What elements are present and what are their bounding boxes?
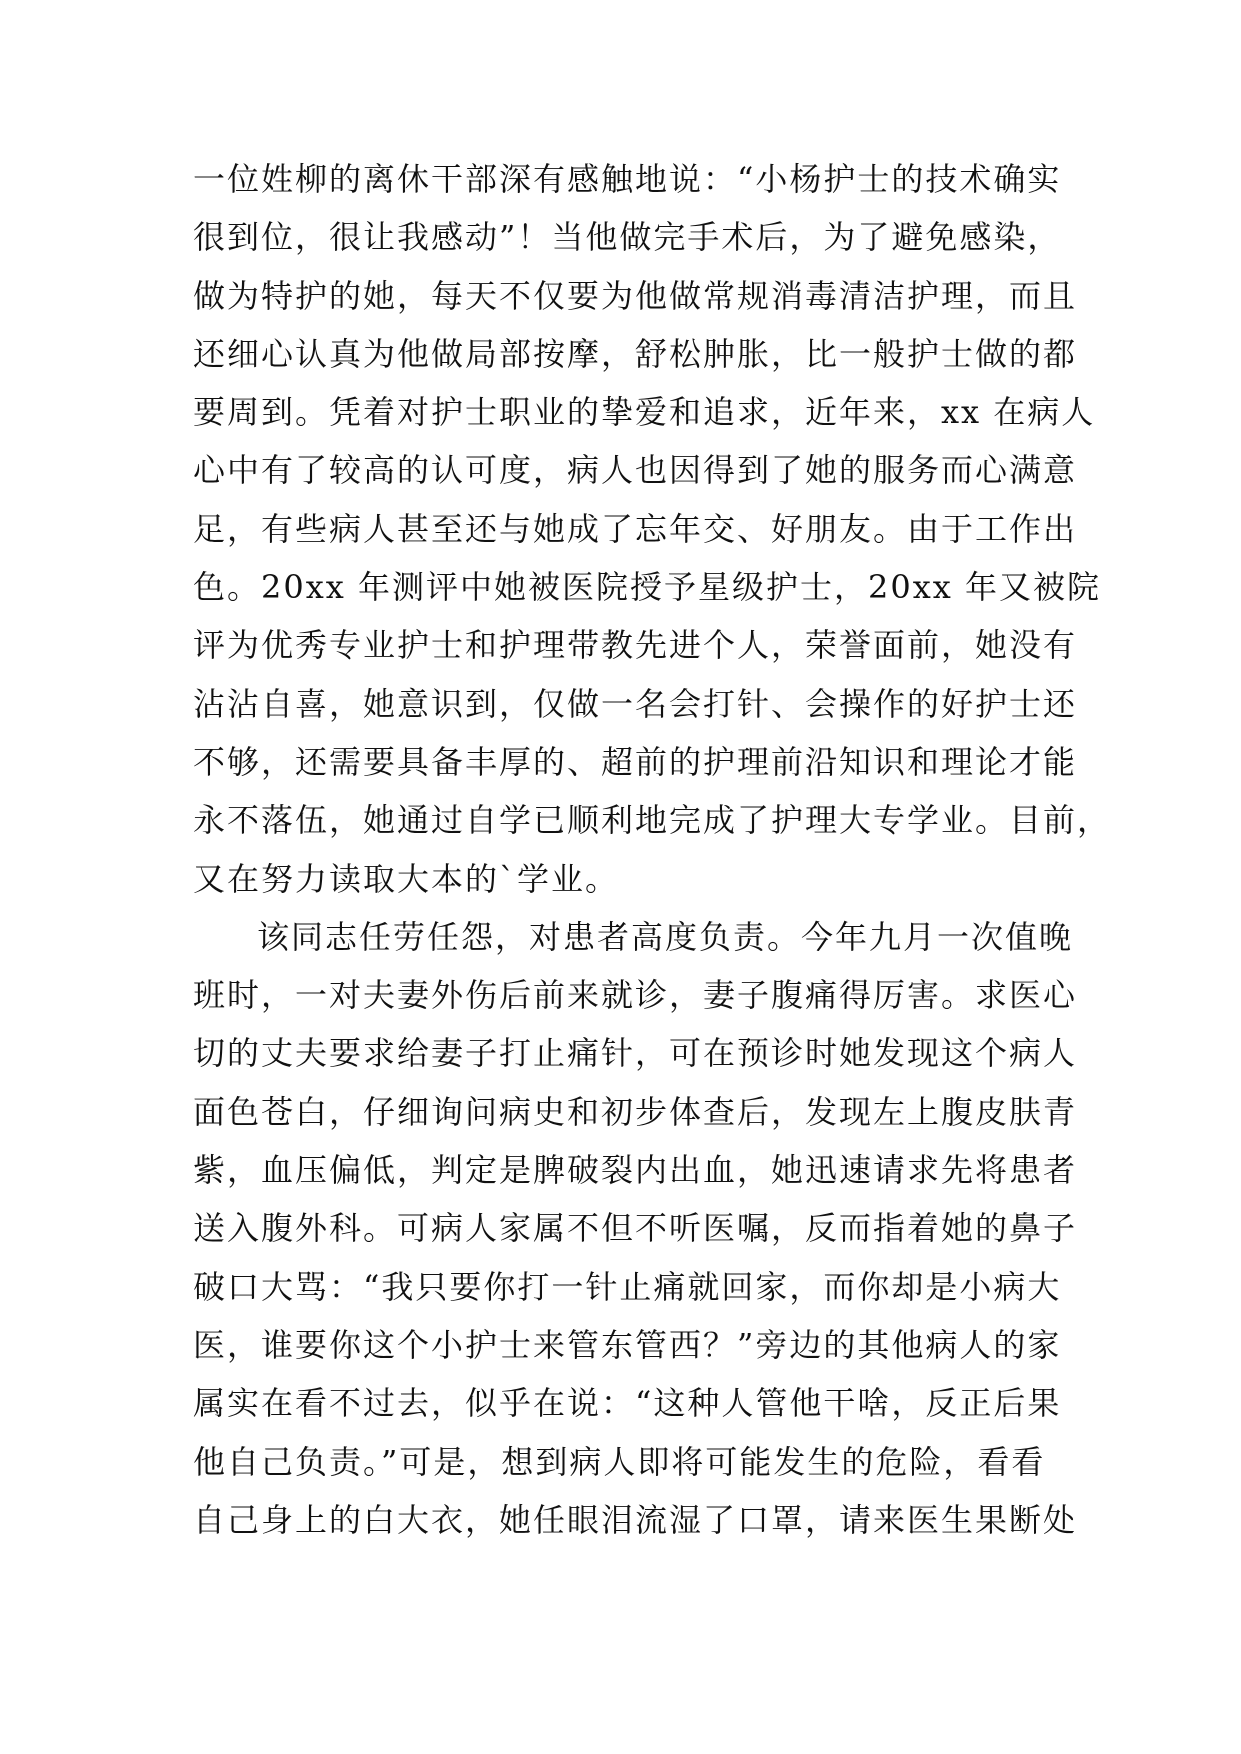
text-line: 医，谁要你这个小护士来管东管西？”旁边的其他病人的家 [193,1325,1062,1364]
text-line: 一位姓柳的离休干部深有感触地说：“小杨护士的技术确实 [193,160,1062,198]
text-line: 该同志任劳任怨，对患者高度负责。今年九月一次值晚 [257,917,1074,956]
paragraph-1 [193,150,1112,908]
text-line: 属实在看不过去，似乎在说：“这种人管他干啥，反正后果 [193,1384,1062,1423]
text-line: 心中有了较高的认可度，病人也因得到了她的服务而心满意 [193,451,1078,490]
text-line: 又在努力读取大本的`学业。 [193,859,620,898]
text-line: 紫，血压偏低，判定是脾破裂内出血，她迅速请求先将患者 [193,1151,1078,1190]
text-line: 破口大骂：“我只要你打一针止痛就回家，而你却是小病大 [193,1267,1062,1306]
text-line: 做为特护的她，每天不仅要为他做常规消毒清洁护理，而且 [193,276,1078,315]
text-line: 面色苍白，仔细询问病史和初步体查后，发现左上腹皮肤青 [193,1092,1078,1131]
text-line: 不够，还需要具备丰厚的、超前的护理前沿知识和理论才能 [193,742,1078,781]
document-body [193,150,1112,1549]
text-line: 还细心认真为他做局部按摩，舒松肿胀，比一般护士做的都 [193,334,1078,373]
text-line: 足，有些病人甚至还与她成了忘年交、好朋友。由于工作出 [193,509,1078,548]
text-line: 送入腹外科。可病人家属不但不听医嘱，反而指着她的鼻子 [193,1209,1078,1248]
text-line: 要周到。凭着对护士职业的挚爱和追求，近年来，xx 在病人 [193,393,1096,432]
text-line: 永不落伍，她通过自学已顺利地完成了护理大专学业。目前， [193,801,1112,840]
text-line: 色。20xx 年测评中她被医院授予星级护士，20xx 年又被院 [193,568,1101,607]
text-line: 班时，一对夫妻外伤后前来就诊，妻子腹痛得厉害。求医心 [193,976,1078,1015]
text-line: 自己身上的白大衣，她任眼泪流湿了口罩，请来医生果断处 [193,1500,1078,1539]
text-line: 切的丈夫要求给妻子打止痛针，可在预诊时她发现这个病人 [193,1034,1078,1073]
text-line: 他自己负责。”可是，想到病人即将可能发生的危险，看看 [193,1442,1046,1481]
text-line: 沾沾自喜，她意识到，仅做一名会打针、会操作的好护士还 [193,684,1078,723]
text-line: 评为优秀专业护士和护理带教先进个人，荣誉面前，她没有 [193,626,1078,665]
text-line: 很到位，很让我感动”！当他做完手术后，为了避免感染， [193,218,1062,257]
paragraph-2 [193,908,1078,1549]
